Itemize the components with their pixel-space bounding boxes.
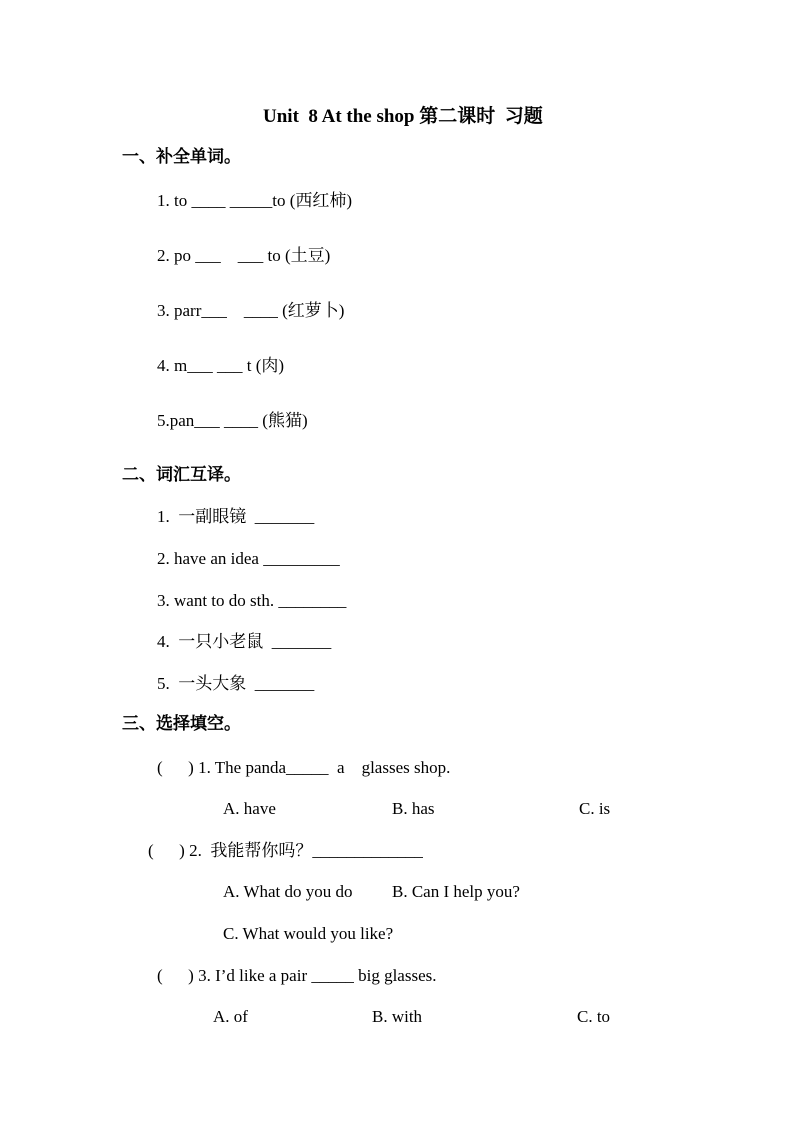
section-3-heading: 三、选择填空。 (122, 714, 241, 733)
question-2-stem: ( ) 2. 我能帮你吗？_____________ (148, 841, 423, 860)
section-1-item-2: 2. po ___ ___ to (土豆) (157, 246, 331, 265)
question-1-option-c: C. is (579, 799, 611, 818)
section-2-item-2: 2. have an idea _________ (157, 549, 340, 568)
section-1-item-1: 1. to ____ _____to (西红柿) (157, 191, 353, 210)
question-1-option-a: A. have (223, 799, 276, 818)
section-1-item-3: 3. parr___ ____ (红萝卜) (157, 301, 345, 320)
section-2-item-3: 3. want to do sth. ________ (157, 591, 347, 610)
question-2-option-b: B. Can I help you? (392, 882, 520, 901)
question-2-option-c: C. What would you like? (223, 924, 394, 943)
question-1-option-b: B. has (392, 799, 435, 818)
question-1-stem: ( ) 1. The panda_____ a glasses shop. (157, 758, 451, 777)
question-2-option-a: A. What do you do (223, 882, 353, 901)
section-2-item-4: 4. 一只小老鼠 _______ (157, 632, 332, 651)
section-2-item-1: 1. 一副眼镜 _______ (157, 507, 315, 526)
question-3-option-b: B. with (372, 1007, 423, 1026)
question-3-option-a: A. of (213, 1007, 248, 1026)
page-title: Unit 8 At the shop 第二课时 习题 (263, 106, 543, 127)
section-1-item-5: 5.pan___ ____ (熊猫) (157, 411, 308, 430)
section-1-item-4: 4. m___ ___ t (肉) (157, 356, 285, 375)
question-3-stem: ( ) 3. I’d like a pair _____ big glasses. (157, 966, 437, 985)
section-2-heading: 二、词汇互译。 (122, 465, 241, 484)
section-1-heading: 一、补全单词。 (122, 147, 241, 166)
section-2-item-5: 5. 一头大象 _______ (157, 674, 315, 693)
question-3-option-c: C. to (577, 1007, 611, 1026)
